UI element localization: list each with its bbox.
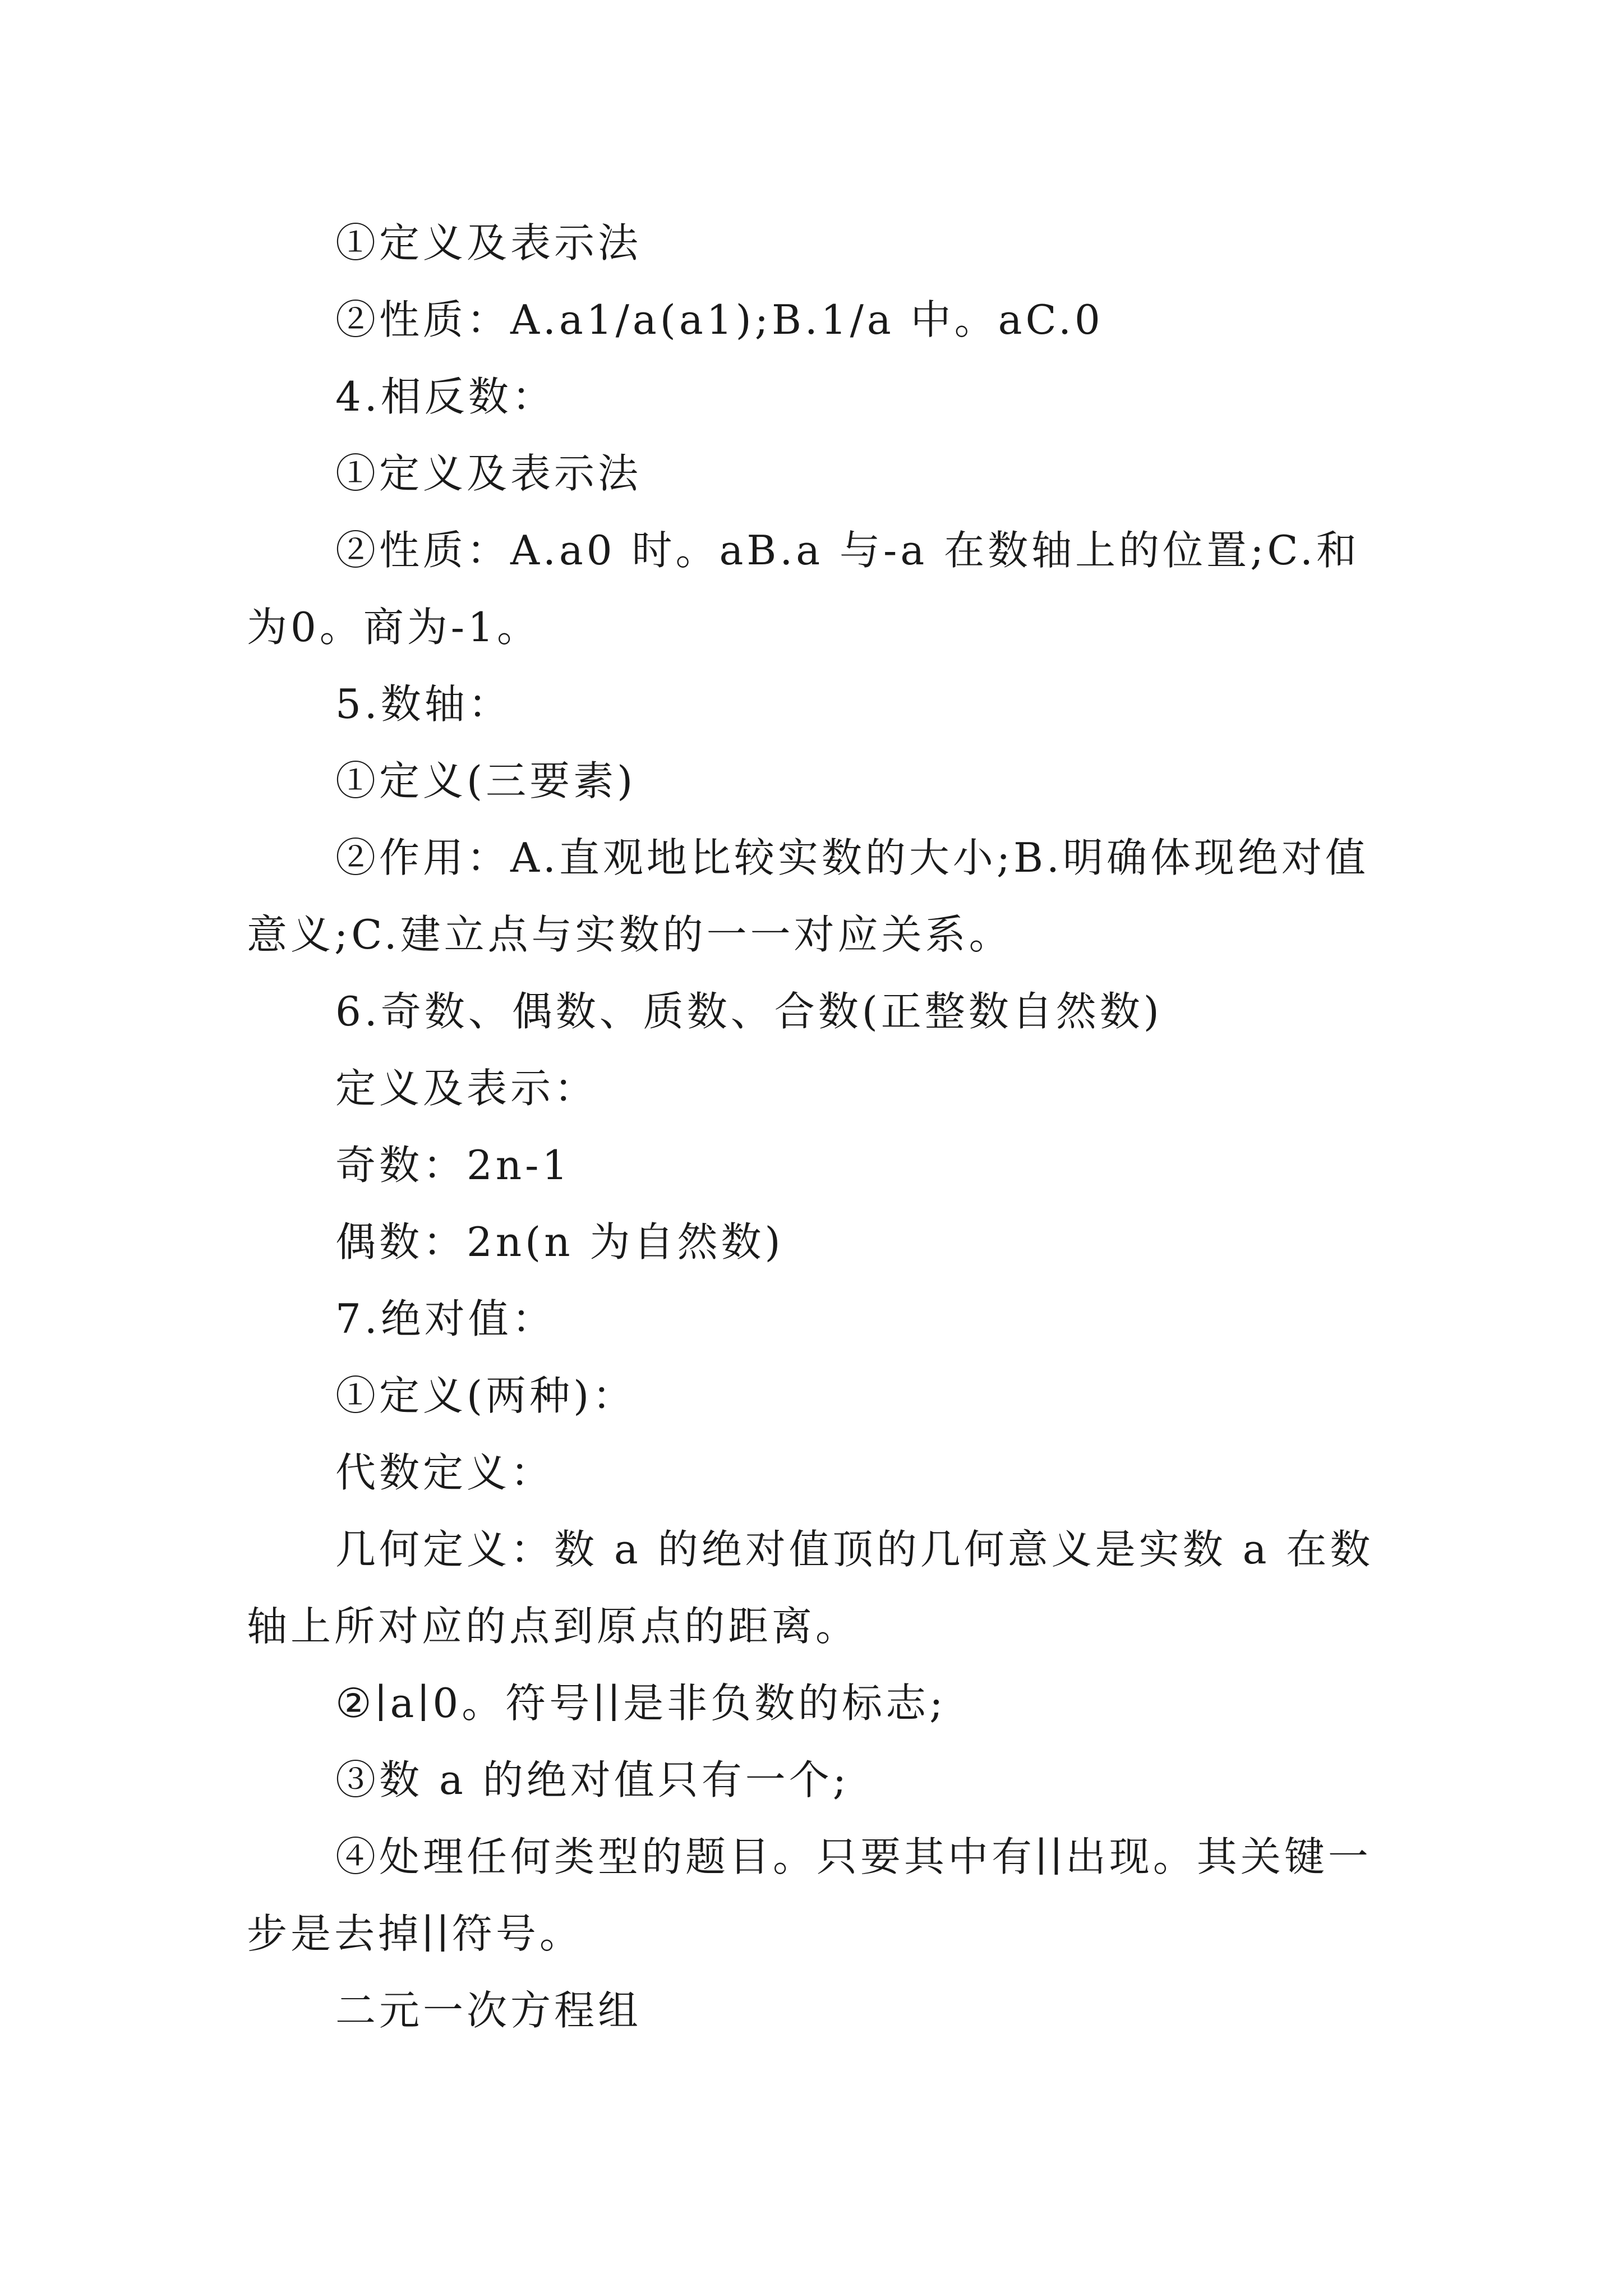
paragraph: 定义及表示：	[335, 1065, 598, 1112]
paragraph: ②性质：A.a0 时。aB.a 与-a 在数轴上的位置;C.和为0。商为-1。	[247, 527, 1360, 651]
paragraph: ①定义及表示法	[335, 219, 642, 266]
paragraph: ①定义(两种)：	[335, 1372, 637, 1419]
paragraph: 几何定义：数 a 的绝对值顶的几何意义是实数 a 在数轴上所对应的点到原点的距离。	[247, 1526, 1374, 1650]
paragraph: 偶数：2n(n 为自然数)	[335, 1218, 784, 1266]
section-heading: 4.相反数：	[335, 373, 556, 420]
paragraph: ②作用：A.直观地比较实数的大小;B.明确体现绝对值意义;C.建立点与实数的一一对应关系。	[247, 834, 1369, 958]
paragraph: ①定义及表示法	[335, 450, 642, 497]
paragraph: 奇数：2n-1	[335, 1142, 571, 1189]
section-heading: 7.绝对值：	[335, 1295, 556, 1342]
paragraph: ②性质：A.a1/a(a1);B.1/a 中。aC.0	[335, 296, 1104, 343]
section-heading: 二元一次方程组	[335, 1987, 642, 2034]
paragraph: ①定义(三要素)	[335, 757, 637, 804]
paragraph: ②∣a∣0。符号∣∣是非负数的标志;	[335, 1680, 947, 1727]
section-heading: 5.数轴：	[335, 680, 512, 728]
section-heading: 6.奇数、偶数、质数、合数(正整数自然数)	[335, 988, 1163, 1035]
document-body	[247, 205, 1388, 2049]
paragraph: 代数定义：	[335, 1449, 555, 1496]
paragraph: ③数 a 的绝对值只有一个;	[335, 1756, 850, 1803]
paragraph: ④处理任何类型的题目。只要其中有∣∣出现。其关键一步是去掉∣∣符号。	[247, 1833, 1372, 1957]
